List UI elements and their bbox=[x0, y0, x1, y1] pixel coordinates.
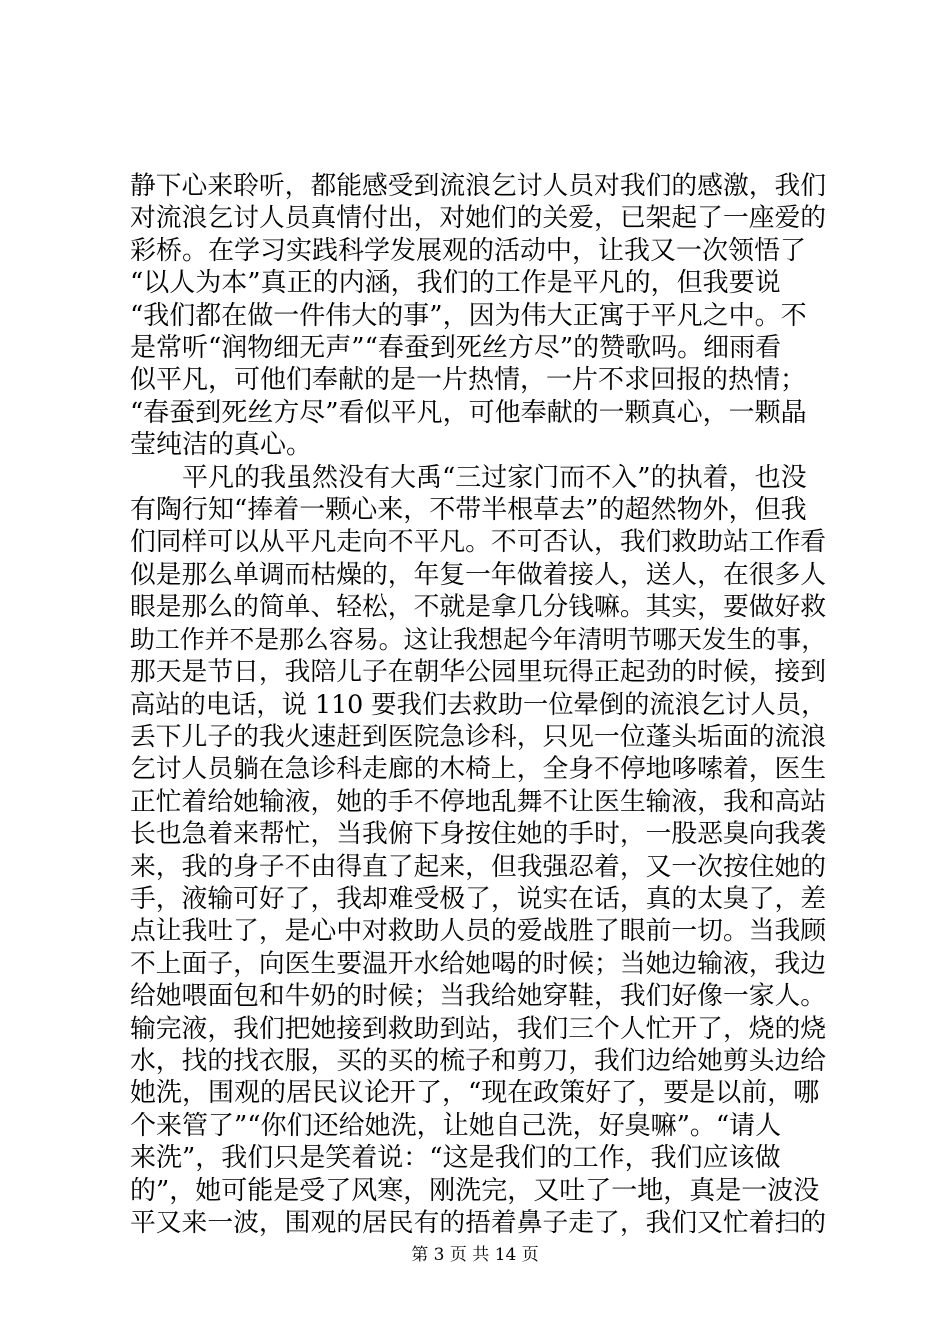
text-line: 平又来一波，围观的居民有的捂着鼻子走了，我们又忙着扫的 bbox=[130, 1208, 827, 1238]
text-line: 正忙着给她输液，她的手不停地乱舞不让医生输液，我和高站 bbox=[130, 786, 827, 817]
text-line: 似平凡，可他们奉献的是一片热情，一片不求回报的热情； bbox=[130, 365, 807, 396]
text-line: 彩桥。在学习实践科学发展观的活动中，让我又一次领悟了 bbox=[130, 235, 807, 266]
text-line: 点让我吐了，是心中对救助人员的爱战胜了眼前一切。当我顾 bbox=[130, 916, 827, 947]
text-line: 莹纯洁的真心。 bbox=[130, 430, 313, 461]
text-line: 助工作并不是那么容易。这让我想起今年清明节哪天发生的事， bbox=[130, 624, 827, 654]
text-line: “以人为本”真正的内涵，我们的工作是平凡的，但我要说 bbox=[130, 268, 781, 299]
text-line: 她洗，围观的居民议论开了，“现在政策好了，要是以前，哪 bbox=[130, 1078, 820, 1109]
text-line: 眼是那么的简单、轻松，不就是拿几分钱嘛。其实，要做好救 bbox=[130, 592, 827, 623]
text-line: 长也急着来帮忙，当我俯下身按住她的手时，一股恶臭向我袭 bbox=[130, 819, 827, 850]
text-line: 输完液，我们把她接到救助到站，我们三个人忙开了，烧的烧 bbox=[130, 1013, 827, 1044]
text-line: 对流浪乞讨人员真情付出，对她们的关爱，已架起了一座爱的 bbox=[130, 203, 827, 234]
text-line: 手，液输可好了，我却难受极了，说实在话，真的太臭了，差 bbox=[130, 883, 827, 914]
text-line: 的”，她可能是受了风寒，刚洗完，又吐了一地，真是一波没 bbox=[130, 1175, 820, 1206]
text-line: 那天是节日，我陪儿子在朝华公园里玩得正起劲的时候，接到 bbox=[130, 657, 827, 688]
text-line: “春蚕到死丝方尽”看似平凡，可他奉献的一颗真心，一颗晶 bbox=[130, 397, 807, 428]
text-line: 来洗”，我们只是笑着说：“这是我们的工作，我们应该做 bbox=[130, 1143, 781, 1174]
text-line: 给她喂面包和牛奶的时候；当我给她穿鞋，我们好像一家人。 bbox=[130, 981, 827, 1012]
text-line: 水，找的找衣服，买的买的梳子和剪刀，我们边给她剪头边给 bbox=[130, 1045, 827, 1076]
text-line: 来，我的身子不由得直了起来，但我强忍着，又一次按住她的 bbox=[130, 851, 827, 882]
text-line: 有陶行知“捧着一颗心来，不带半根草去”的超然物外，但我 bbox=[130, 495, 807, 526]
text-line: 静下心来聆听，都能感受到流浪乞讨人员对我们的感激，我们 bbox=[130, 171, 827, 201]
text-line: 平凡的我虽然没有大禹“三过家门而不入”的执着，也没 bbox=[130, 462, 807, 493]
page-footer: 第 3 页 共 14 页 bbox=[411, 1245, 539, 1265]
text-line: 个来管了”“你们还给她洗，让她自己洗，好臭嘛”。“请人 bbox=[130, 1110, 782, 1141]
text-line: 是常听“润物细无声”“春蚕到死丝方尽”的赞歌吗。细雨看 bbox=[130, 333, 782, 364]
text-line: “我们都在做一件伟大的事”，因为伟大正寓于平凡之中。不 bbox=[130, 300, 807, 331]
text-line: 丢下儿子的我火速赶到医院急诊科，只见一位蓬头垢面的流浪 bbox=[130, 721, 827, 752]
text-line: 不上面子，向医生要温开水给她喝的时候；当她边输液，我边 bbox=[130, 948, 827, 979]
text-line: 乞讨人员躺在急诊科走廊的木椅上，全身不停地哆嗦着，医生 bbox=[130, 754, 827, 785]
body-text bbox=[130, 170, 830, 1239]
text-line: 高站的电话，说 110 要我们去救助一位晕倒的流浪乞讨人员， bbox=[130, 689, 827, 719]
text-line: 们同样可以从平凡走向不平凡。不可否认，我们救助站工作看 bbox=[130, 527, 827, 558]
text-line: 似是那么单调而枯燥的，年复一年做着接人，送人，在很多人 bbox=[130, 559, 827, 590]
